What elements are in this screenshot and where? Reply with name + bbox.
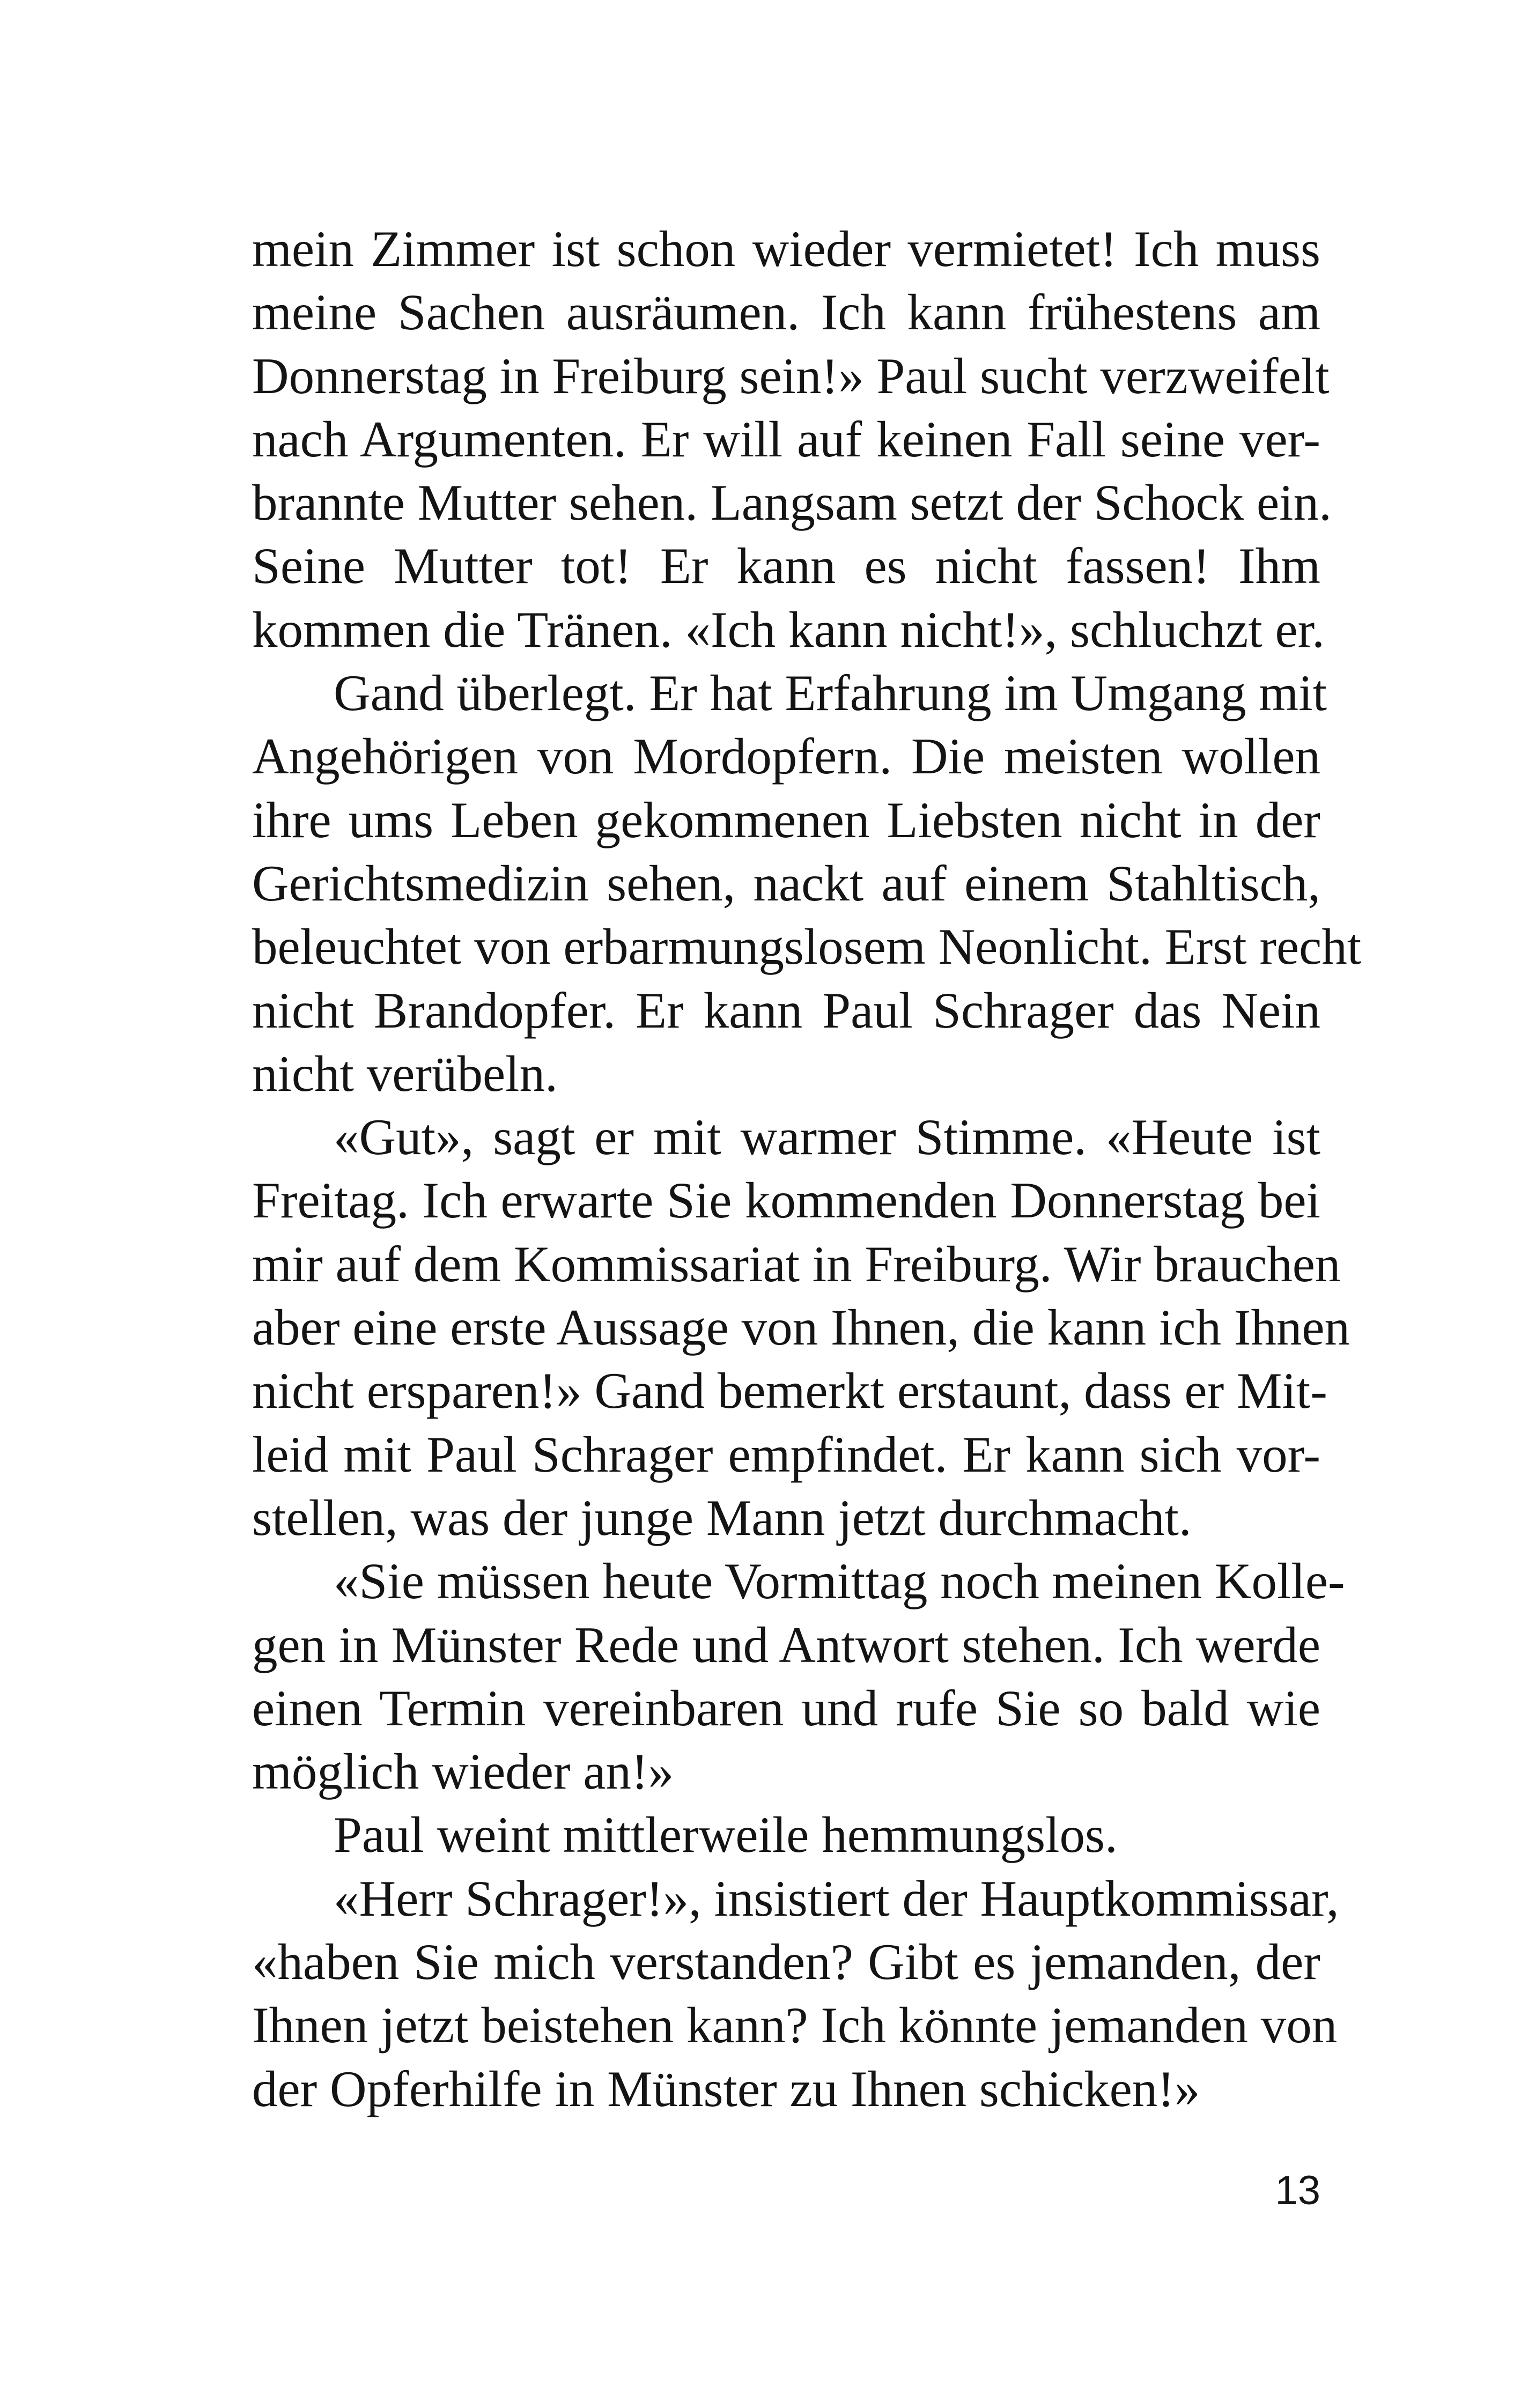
text-line: «Herr Schrager!», insistiert der Hauptkommissar, (334, 1870, 1339, 1927)
text-line: nicht Brandopfer. Er kann Paul Schrager das Nein (252, 981, 1320, 1039)
text-line: ihre ums Leben gekommenen Liebsten nicht in der (252, 791, 1320, 848)
text-line: kommen die Tränen. «Ich kann nicht!», schluchzt er. (252, 601, 1325, 658)
text-line: Paul weint mittlerweile hemmungslos. (334, 1806, 1118, 1864)
paragraph-3 (252, 1105, 1350, 1549)
text-line: brannte Mutter sehen. Langsam setzt der Schock ein. (252, 474, 1332, 531)
text-line: meine Sachen ausräumen. Ich kann frühestens am (252, 284, 1320, 341)
text-line: nicht verübeln. (252, 1045, 558, 1102)
paragraph-4 (252, 1549, 1345, 1803)
text-line: stellen, was der junge Mann jetzt durchmacht. (252, 1489, 1192, 1546)
text-line: aber eine erste Aussage von Ihnen, die kann ich Ihnen (252, 1299, 1350, 1356)
text-line: «Gut», sagt er mit warmer Stimme. «Heute ist (334, 1109, 1320, 1166)
text-line: leid mit Paul Schrager empfindet. Er kann sich vor- (252, 1425, 1320, 1483)
paragraph-6 (252, 1867, 1339, 2121)
text-line: mein Zimmer ist schon wieder vermietet! Ich muss (252, 220, 1320, 277)
text-line: Donnerstag in Freiburg sein!» Paul sucht verzweifelt (252, 347, 1330, 404)
text-line: «haben Sie mich verstanden? Gibt es jemanden, der (252, 1933, 1320, 1991)
body-text (252, 217, 1362, 2121)
text-line: einen Termin vereinbaren und rufe Sie so bald wie (252, 1679, 1320, 1737)
paragraph-5 (252, 1803, 1320, 1866)
text-line: «Sie müssen heute Vormittag noch meinen Kolle- (334, 1553, 1345, 1610)
text-line: möglich wieder an!» (252, 1743, 674, 1800)
text-line: nicht ersparen!» Gand bemerkt erstaunt, dass er Mit- (252, 1362, 1327, 1420)
text-line: Ihnen jetzt beistehen kann? Ich könnte jemanden von (252, 1997, 1338, 2054)
paragraph-1 (252, 217, 1332, 661)
text-line: mir auf dem Kommissariat in Freiburg. Wir brauchen (252, 1235, 1341, 1292)
text-line: Seine Mutter tot! Er kann es nicht fassen! Ihm (252, 537, 1320, 595)
paragraph-2 (252, 661, 1362, 1105)
text-line: beleuchtet von erbarmungslosem Neonlicht. Erst recht (252, 918, 1362, 976)
text-line: Freitag. Ich erwarte Sie kommenden Donnerstag bei (252, 1172, 1320, 1229)
text-line: nach Argumenten. Er will auf keinen Fall seine ver- (252, 410, 1320, 468)
text-line: Angehörigen von Mordopfern. Die meisten wollen (252, 728, 1320, 785)
text-line: Gerichtsmedizin sehen, nackt auf einem Stahltisch, (252, 854, 1320, 912)
text-line: der Opferhilfe in Münster zu Ihnen schicken!» (252, 2060, 1200, 2117)
text-line: Gand überlegt. Er hat Erfahrung im Umgang mit (334, 664, 1327, 722)
page-number: 13 (1275, 2168, 1320, 2213)
text-line: gen in Münster Rede und Antwort stehen. Ich werde (252, 1616, 1320, 1673)
